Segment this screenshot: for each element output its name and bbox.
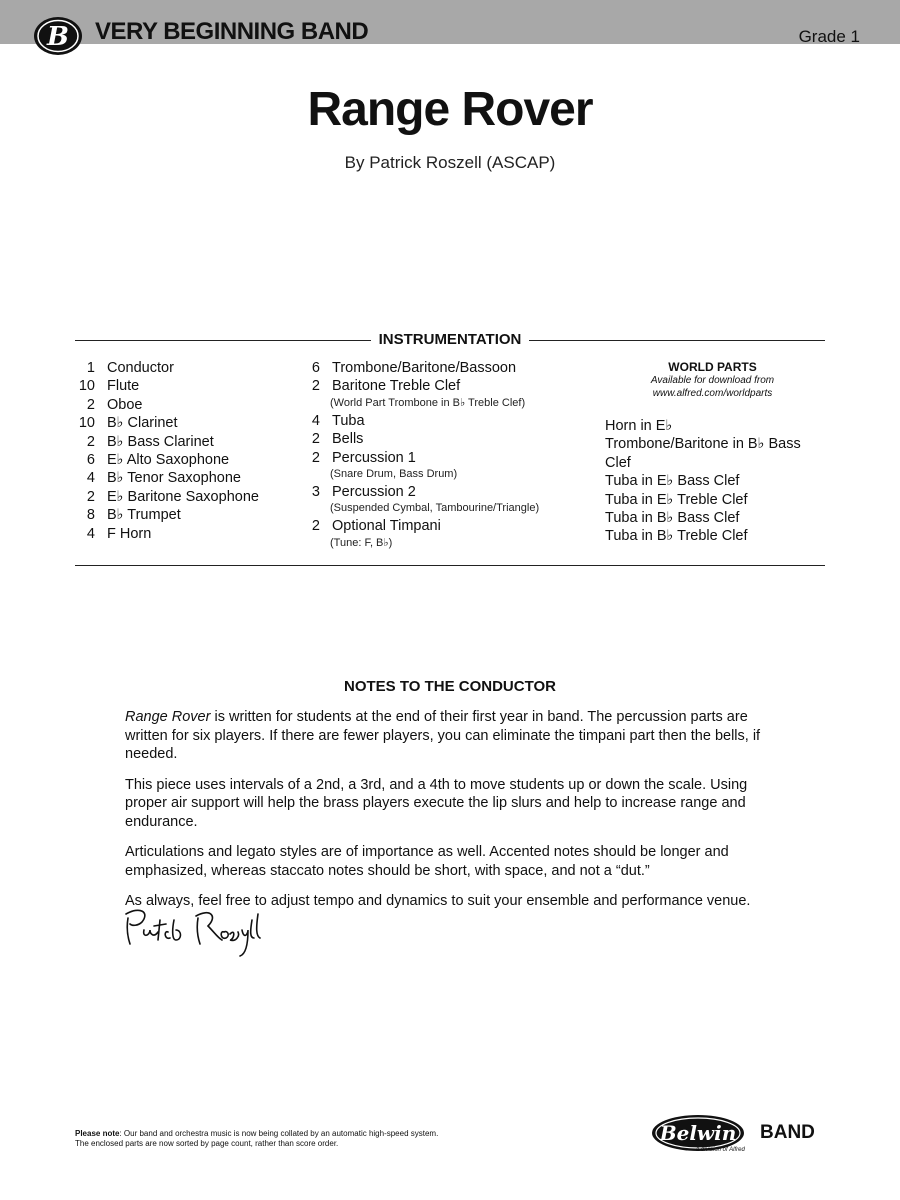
instrument-note: (Tune: F, B♭) [330, 536, 393, 549]
notes-paragraph-1: Range Rover is written for students at the end of their first year in band. The percussion parts are written for six players. If there are fewer players, you can eliminate the timpani part then the bells, if needed. [125, 709, 761, 762]
instrument-count: 2 [86, 396, 95, 413]
instrumentation-heading: INSTRUMENTATION [0, 331, 900, 349]
instrument-count: 10 [78, 415, 95, 432]
instrument-name: Optional Timpani [332, 518, 441, 535]
world-parts [605, 360, 825, 546]
instrument-name: Conductor [107, 360, 174, 376]
svg-text:Belwin: Belwin [659, 1121, 737, 1145]
instrument-name: Flute [107, 378, 140, 395]
composer-signature [120, 900, 270, 960]
grade-label: Grade 1 [798, 27, 860, 46]
notes-heading: NOTES TO THE CONDUCTOR [344, 678, 556, 695]
instrumentation-column-2 [300, 359, 600, 552]
svg-text:a division of Alfred: a division of Alfred [696, 1147, 745, 1153]
instrument-count: 2 [86, 433, 95, 450]
instrument-count: 2 [311, 518, 320, 535]
instrument-count: 6 [86, 452, 95, 469]
instrument-name: Percussion 1 [332, 449, 416, 466]
composer-byline: By Patrick Roszell (ASCAP) [344, 153, 556, 172]
world-part-item: Tuba in E♭ Bass Clef [605, 473, 740, 490]
instrument-row [300, 412, 600, 430]
instrument-name: Oboe [107, 396, 143, 413]
instrument-count: 2 [311, 449, 320, 466]
instrument-row [300, 483, 600, 501]
svg-text:B: B [47, 22, 69, 52]
instrument-name: B♭ Clarinet [107, 415, 178, 432]
instrument-row [75, 396, 305, 414]
instrument-note: (World Part Trombone in B♭ Treble Clef) [330, 396, 526, 409]
notes-paragraph-2: This piece uses intervals of a 2nd, a 3rd, and a 4th to move students up or down the scale. Using proper air support will help the brass players execute the lip slurs and help to increase range and endurance. [125, 776, 748, 830]
world-parts-note: Available for download from [650, 375, 775, 386]
instrument-row [75, 469, 305, 487]
instrument-count: 2 [311, 378, 320, 395]
instrument-name: E♭ Baritone Saxophone [107, 488, 259, 505]
world-part-item: Tuba in B♭ Treble Clef [605, 528, 748, 545]
instrument-note: (Snare Drum, Bass Drum) [330, 468, 458, 481]
instrument-name: B♭ Trumpet [107, 507, 181, 524]
instrument-row [75, 359, 305, 377]
world-part-item: Tuba in E♭ Treble Clef [605, 491, 748, 508]
instrument-row [75, 414, 305, 432]
instrument-name: E♭ Alto Saxophone [107, 452, 230, 469]
piece-title-inline: Range Rover [125, 709, 211, 725]
instrument-name: Baritone Treble Clef [332, 378, 461, 395]
world-parts-list [605, 417, 825, 546]
world-part-item: Tuba in B♭ Bass Clef [605, 510, 740, 527]
instrument-name: F Horn [107, 525, 152, 542]
instrumentation-column-1 [75, 359, 305, 543]
world-parts-title: WORLD PARTS [668, 360, 757, 374]
instrument-count: 8 [86, 507, 95, 524]
instrument-count: 2 [311, 431, 320, 448]
instrument-row [300, 377, 600, 395]
instrument-name: Bells [332, 431, 364, 448]
instrumentation-bottom-rule [75, 565, 825, 566]
instrument-row [75, 506, 305, 524]
instrument-count: 6 [311, 360, 320, 376]
piece-title: Range Rover [307, 83, 593, 136]
instrument-row [75, 525, 305, 543]
series-logo [33, 14, 85, 58]
instrument-row [75, 451, 305, 469]
instrument-row [75, 433, 305, 451]
instrument-row [75, 488, 305, 506]
instrument-name: B♭ Bass Clarinet [107, 433, 214, 450]
instrument-row [300, 517, 600, 535]
instrument-note: (Suspended Cymbal, Tambourine/Triangle) [330, 502, 540, 515]
instrument-count: 3 [311, 484, 320, 501]
instrument-row [300, 430, 600, 448]
series-title: VERY BEGINNING BAND [95, 18, 369, 45]
notes-paragraph-4: As always, feel free to adjust tempo and dynamics to suit your ensemble and performance venue. [125, 893, 751, 909]
world-part-item: Trombone/Baritone in B♭ Bass Clef [605, 436, 801, 471]
instrument-row [300, 359, 600, 377]
instrument-name: B♭ Tenor Saxophone [107, 470, 241, 487]
instrument-count: 2 [86, 488, 95, 505]
notes-body [125, 708, 785, 923]
instrument-row [75, 377, 305, 395]
instrument-name: Percussion 2 [332, 484, 416, 501]
instrument-name: Tuba [332, 412, 365, 429]
instrument-count: 10 [78, 378, 95, 395]
world-parts-url: www.alfred.com/worldparts [652, 388, 773, 399]
instrument-count: 4 [86, 470, 95, 487]
instrument-name: Trombone/Baritone/Bassoon [332, 360, 517, 376]
world-part-item: Horn in E♭ [605, 418, 673, 434]
svg-text:BAND: BAND [760, 1122, 815, 1143]
instrument-row [300, 449, 600, 467]
footer-note: Please note: Our band and orchestra music is now being collated by an automatic high-speed system. The enclosed parts are now sorted by page count, rather than score order. [75, 1129, 439, 1148]
notes-paragraph-3: Articulations and legato styles are of importance as well. Accented notes should be longer and emphasized, whereas staccato notes should be short, with space, and not a “dut.” [125, 844, 729, 879]
instrument-count: 4 [311, 412, 320, 429]
instrument-count: 1 [86, 360, 95, 376]
instrument-count: 4 [86, 525, 95, 542]
belwin-band-logo [650, 1113, 830, 1153]
